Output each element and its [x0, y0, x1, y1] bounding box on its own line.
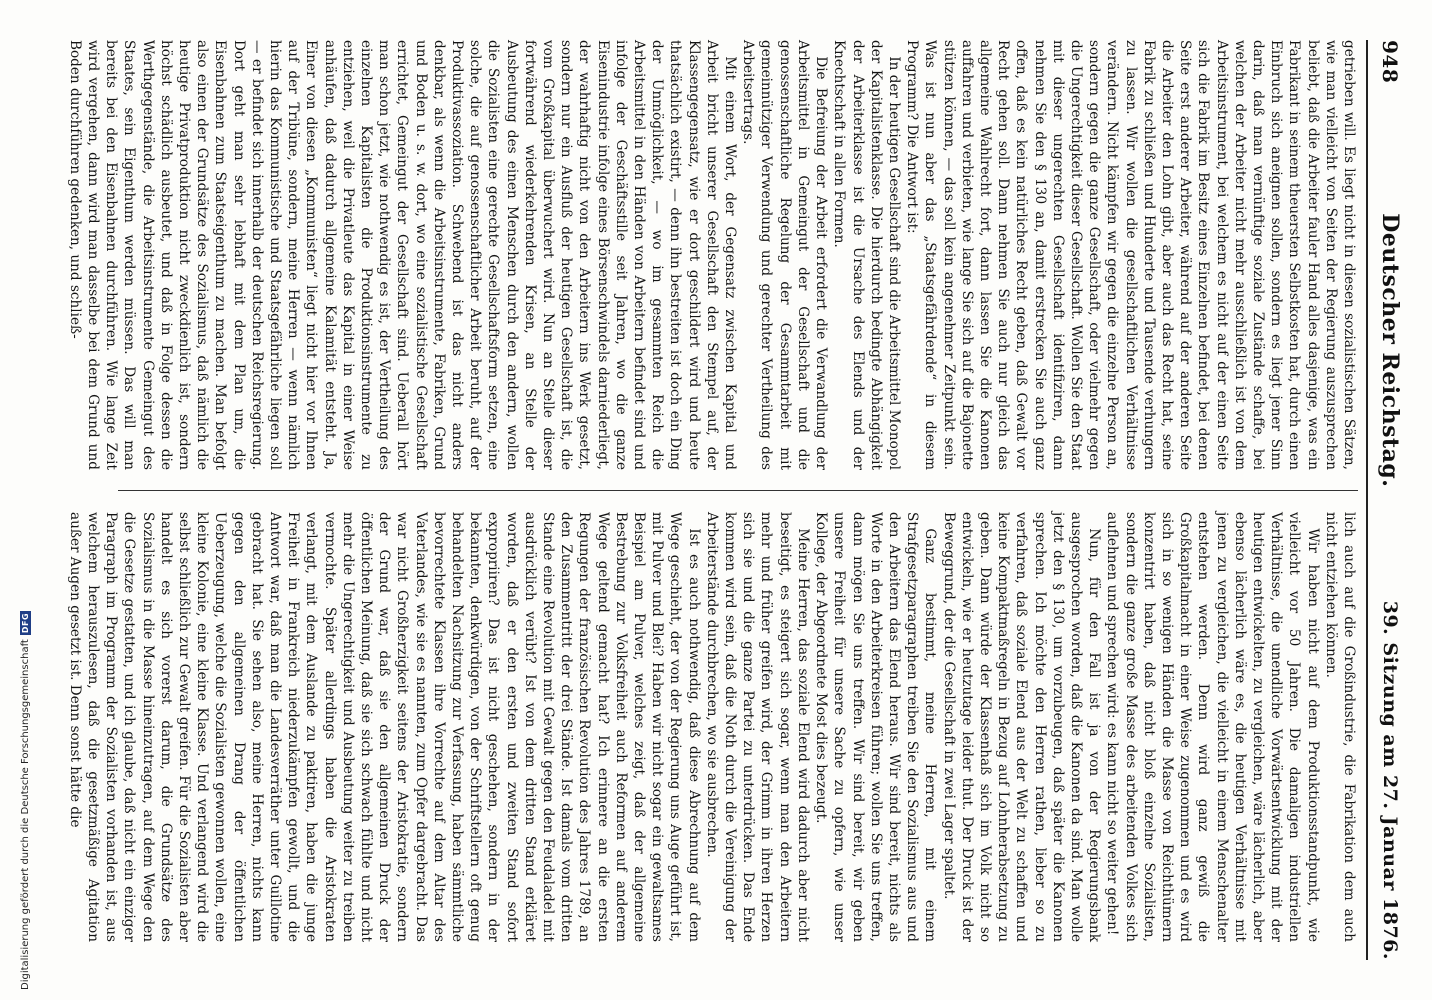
paragraph: Die Befreiung der Arbeit erfordert die Verwandlung der Arbeitsmittel in Gemeingut der Gesellschaft und die genossenschaftliche Regelung der Gesammtarbeit mit gemeinnütziger Verwendung und gerechter Vertheilung des Arbeitsertrags. — [740, 40, 830, 470]
paragraph: Nun, für den Fall ist ja von der Regierungsbank ausgesprochen worden, daß die Kanonen da sind. Man wolle jetzt den § 130, um vorzubeugen, daß später die Kanonen sprechen. Ich möchte den Herren rathen, lieber so zu verfahren, daß soziale Elend aus der Welt zu schaffen und keine Kompaktmaßregeln in Bezug auf Lohnherabsetzung zu geben. Dann würde der Klassenhaß sich im Volk nicht so entwickeln, wie er heutzutage leider thut. Der Druck ist der Beweggrund, der die Gesellschaft in zwei Lager spaltet. — [940, 512, 1103, 942]
dfg-logo: DFG — [21, 612, 30, 634]
paragraph: Meine Herren, das soziale Elend wird dadurch aber nicht beseitigt, es steigert sich sogar, wenn man den Arbeitern mehr und früher greifen wird, der Grimm in ihren Herzen sich sie und die ganze Partei zu unterdrücken. Das Ende kommen wird sein, daß die Noth durch die Vereinigung der Arbeiterstände durchbrechen, wo sie ausbrechen. — [703, 512, 811, 942]
paragraph: Mit einem Wort, der Gegensatz zwischen Kapital und Arbeit bricht unserer Gesellschaft den Stempel auf, der Klassengegensatz, wie er dort geschildert wird und heute thatsächlich existirt, — denn ihn bestreiten ist doch ein Ding der Unmöglichkeit, — wo im gesammten Reich die Arbeitsmittel in den Händen von Arbeitern befindet sind und infolge der Geschäftsstille seit Jahren, wo die ganze Eisenindustrie infolge eines Börsenschwindels darniederliegt, der wahrhaftig nicht von den Arbeitern ins Werk gesetzt, sondern nur ein Ausfluß der heutigen Gesellschaft ist, die vom Großkapital überwuchert wird. Nun an Stelle dieser fortwährend wiederkehrenden Krisen, an Stelle der Ausbeutung des einen Menschen durch den andern, wollen die Sozialisten eine gerechte Gesellschaftsform setzen, eine solche, die auf genossenschaftlicher Arbeit beruht, auf der Produktivassoziation. Schwebend ist das nicht anders denkbar, als wenn die Arbeitsinstrumente, Fabriken, Grund und Boden u. s. w. dort, wo eine sozialistische Gesellschaft errichtet, Gemeingut der Gesellschaft sind. Ueberall hört man schon jetzt, wie nothwendig es ist, der Vertheilung des einzelnen Kapitalisten die Produktionsinstrumente zu entziehen, weil die Privatleute das Kapital in einer Weise anhäufen, daß dadurch allgemeine Kalamität entsteht. Ja, Einer von diesen „Kommunisten“ liegt nicht hier vor Ihnen auf der Tribüne, sondern, meine Herren — wenn nämlich hierin das Kommunistische und Staatsgefährliche liegen soll — er befindet sich innerhalb der deutschen Reichsregierung. Dort geht man sehr lebhaft mit dem Plan um, die Eisenbahnen zum Staatseigenthum zu machen. Man befolgt also einen der Grundsätze des Sozialismus, daß nämlich die heutige Privatproduktion nicht zweckdienlich ist, sondern höchst schädlich ausbeutet, und daß in Folge dessen die Werthgegenstände, die Arbeitsinstrumente Gemeingut des Staates, sein Eigenthum werden müssen. Das will man bereits bei den Eisenbahnen durchführen. Wie lange Zeit wird vergehen, dann wird man dasselbe bei dem Grund und Boden durchführen gedenken, und schließ- — [66, 40, 739, 470]
column-divider — [118, 490, 1358, 491]
paragraph: In der heutigen Gesellschaft sind die Arbeitsmittel Monopol der Kapitalistenklasse. Die hierdurch bedingte Abhängigkeit der Arbeiterklasse ist die Ursache des Elends und der Knechtschaft in allen Formen. — [831, 40, 902, 470]
right-column — [66, 512, 1358, 942]
paragraph: getrieben will. Es liegt nicht in diesen sozialistischen Sätzen, wie man vielleicht von Seiten der Regierung auszusprechen beliebt, daß die Arbeiter fauler Hand alles dasjenige, was ein Fabrikant in seinem theuersten Selbstkosten hat, durch einen Einbruch sich aneignen sollen, sondern es liegt jener Sinn darin, daß man vernünftige soziale Zustände schaffe, bei welchen der Arbeiter nicht mehr ausschließlich ist von dem Arbeitsinstrument, bei welchem es nicht auf der einen Seite sich die Fabrik im Besitz eines Einzelnen befindet, bei denen Seite erst anderer Arbeiter, während auf der anderen Seite die Arbeiter den Lohn gibt, aber auch das Recht hat, seine Fabrik zu schließen und Hunderte und Tausende verhungern zu lassen. Wir wollen die gesellschaftlichen Verhältnisse verändern. Nicht kämpfen wir gegen die einzelne Person an, sondern gegen die ganze Gesellschaft, oder vielmehr gegen die Ungerechtigkeit dieser Gesellschaft. Wollen Sie den Staat mit dieser ungerechten Gesellschaft identifiziren, dann nehmen Sie den § 130 an, damit erstrecken Sie auch ganz offen, daß es kein natürliches Recht geben, daß Gewalt vor Recht gehen soll. Dann nehmen Sie auch nur gleich das allgemeine Wahlrecht fort, dann lassen Sie die Kanonen auffahren und verbieten, wie lange Sie sich auf die Bajonette stützen können, — das soll kein angenehmer Zeitpunkt sein. Was ist nun aber das „Staatsgefährdende“ in diesem Programm? Die Antwort ist: — [904, 40, 1357, 470]
left-column — [66, 40, 1358, 470]
running-head — [1366, 40, 1412, 960]
paragraph: Ganz bestimmt, meine Herren, mit einem Strafgesetzparagraphen treiben Sie den Sozialismus aus und den Arbeitern das Elend heraus. Wir sind bereit, nichts als Worte in den Arbeiterkreisen führen; wollen Sie uns treffen, dann mögen Sie uns treffen. Wir sind bereit, wir geben unsere Freiheit für unsere Sache zu opfern, wie unser Kollege, der Abgeordnete Most dies bezeugt. — [813, 512, 939, 942]
page-number: 948 — [1378, 40, 1402, 84]
credit-text: Digitalisierung gefördert durch die Deutsche Forschungsgemeinschaft — [20, 639, 31, 990]
digitization-credit — [4, 600, 31, 990]
paragraph: Wir haben nicht auf dem Produktionsstandpunkt, wie vielleicht vor 50 Jahren. Die damaligen industriellen Verhältnisse, die unendliche Vorwärtsentwicklung mit der heutigen entwickelten, zu vergleichen, wäre lächerlich, aber ebenso lächerlich wäre es, die heutigen Verhältnisse mit jenen zu vergleichen, die vielleicht in einem Menschenalter entstehen werden. Denn wird ganz gewiß die Großkapitalmacht in einer Weise zugenommen und es wird sich in so wenigen Händen die Masse von Reichthümern konzentrirt haben, daß nicht bloß einzelne Sozialisten, sondern die ganze große Masse des arbeitenden Volkes sich auflehnen und sprechen wird: es kann nicht so weiter gehen! — [1104, 512, 1321, 942]
paragraph: Ist es auch nothwendig, daß diese Abrechnung auf dem Wege geschieht, der von der Regierung uns Auge geführt ist, mit Pulver und Blei? Haben wir nicht sogar ein gewaltsames Beispiel am Pulver, welches zeigt, daß der allgemeine Bestrebung zur Volksfreiheit auch Reformen auf anderem Wege geltend gemacht hat? Ich erinnere an die ersten Regungen der französischen Revolution des Jahres 1789, an den Zusammentritt der drei Stände. Ist damals vom dritten Stande eine Revolution mit Gewalt gegen den Feudaladel mit ausdrücklich verübt? Ist von dem dritten Stand erkläret worden, daß er den ersten und zweiten Stand sofort expropriiren? Das ist nicht geschehen, sondern in der bekannten, denkwürdigen, von der Schriftstellern oft genug behandelten Nachsitzung zur Verfassung, haben sämmtliche bevorrechtete Klassen ihre Vorrechte auf dem Altar des Vaterlandes, wie sie es nannten, zum Opfer dargebracht. Das war nicht Großherzigkeit seitens der Aristokratie, sondern der Grund war, daß sie den allgemeinen Druck der öffentlichen Meinung, daß sie sich schwach fühlte und nicht mehr die Ungerechtigkeit und Ausbeutung weiter zu treiben vermochte. Später allerdings haben die Aristokraten verlangt, mit dem Auslande zu paktiren, haben die junge Freiheit in Frankreich niederzukämpfen gewollt, und die Antwort war, daß man die Landesverräther unter Guillotine gebracht hat. Sie sehen also, meine Herren, nichts kann gegen den allgemeinen Drang der öffentlichen Ueberzeugung, welche die Sozialisten gewonnen wollen, eine kleine Kolonie, eine kleine Klasse. Und verlangend wird die selbst schließlich zur Gewalt greifen. Für die Sozialisten aber handelt es sich vorerst darum, die Grundsätze des Sozialismus in die Masse hineinzutragen, auf dem Wege den die Gesetze gestatten, und ich glaube, daß nicht ein einziger Paragraph im Programm der Sozialisten vorhanden ist, aus welchem herauszulesen, daß die gesetzmäßige Agitation außer Augen gesetzt ist. Denn sonst hätte die — [66, 512, 702, 942]
paragraph: lich auch auf die Großindustrie, die Fabrikation dem auch nicht entziehen können. — [1322, 512, 1357, 942]
paper-title: Deutscher Reichstag. — [1377, 213, 1403, 488]
text-columns — [66, 40, 1358, 960]
rotated-page-content — [66, 40, 1412, 960]
session-title: 39. Sitzung am 27. Januar 1876. — [1379, 600, 1401, 960]
